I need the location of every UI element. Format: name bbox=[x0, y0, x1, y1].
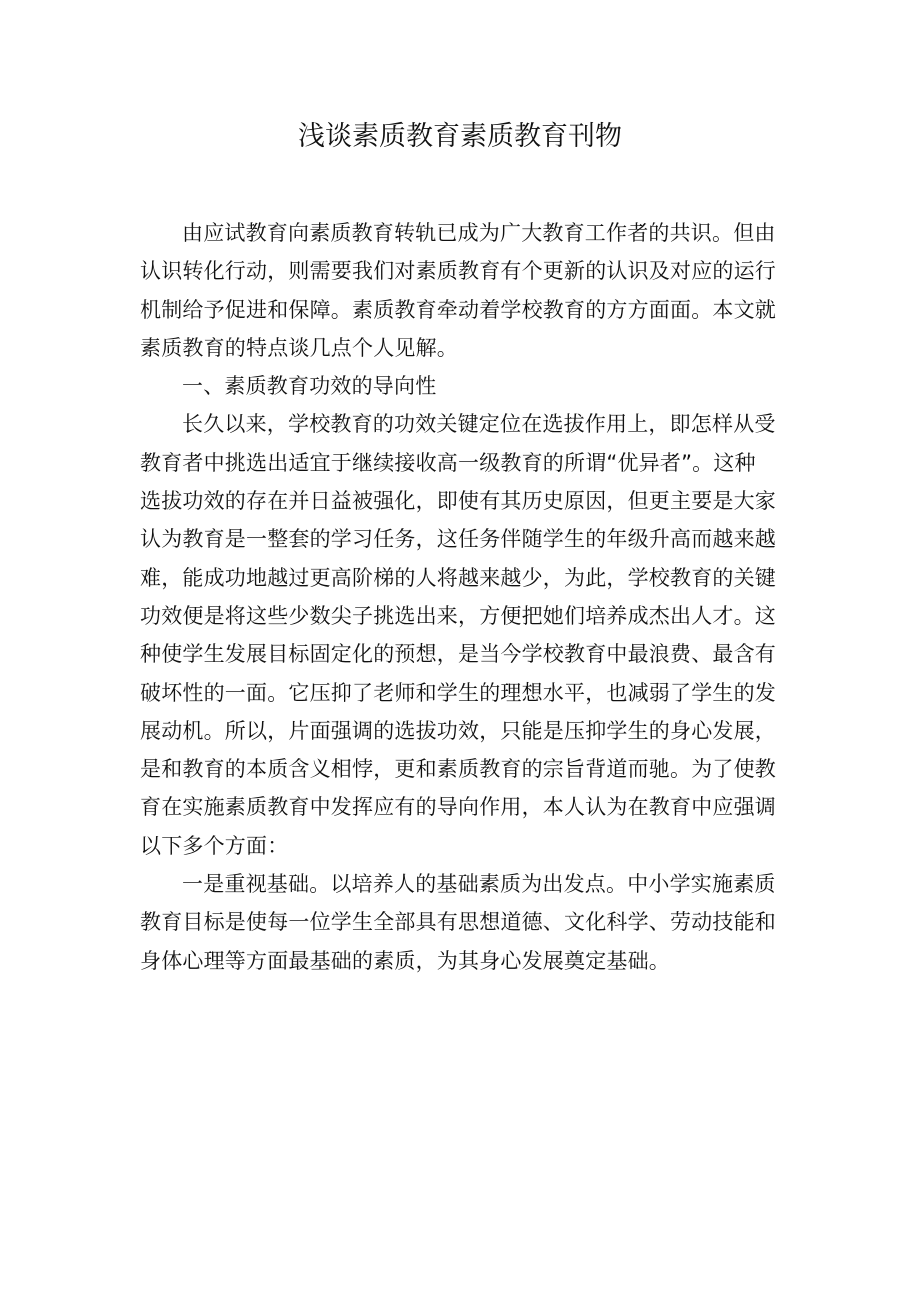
paragraph-line: 素质教育的特点谈几点个人见解。 bbox=[140, 335, 458, 360]
paragraph-line: 是和教育的本质含义相悖，更和素质教育的宗旨背道而驰。为了使教 bbox=[140, 757, 776, 782]
paragraph-line: 机制给予促进和保障。素质教育牵动着学校教育的方方面面。本文就 bbox=[140, 297, 776, 322]
paragraph-line: 难，能成功地越过更高阶梯的人将越来越少，为此，学校教育的关键 bbox=[140, 565, 776, 590]
document-body bbox=[140, 214, 782, 980]
document-title: 浅谈素质教育素质教育刊物 bbox=[298, 121, 622, 152]
paragraph-line: 长久以来，学校教育的功效关键定位在选拔作用上，即怎样从受 bbox=[182, 412, 776, 437]
paragraph-line: 展动机。所以，片面强调的选拔功效，只能是压抑学生的身心发展， bbox=[140, 718, 776, 743]
paragraph-line: 教育目标是使每一位学生全部具有思想道德、文化科学、劳动技能和 bbox=[140, 910, 776, 935]
paragraph-line: 种使学生发展目标固定化的预想，是当今学校教育中最浪费、最含有 bbox=[140, 642, 776, 667]
paragraph-line: 功效便是将这些少数尖子挑选出来，方便把她们培养成杰出人才。这 bbox=[140, 603, 776, 628]
section-heading: 一、素质教育功效的导向性 bbox=[182, 374, 437, 399]
paragraph-line: 一是重视基础。以培养人的基础素质为出发点。中小学实施素质 bbox=[182, 872, 776, 897]
paragraph-line: 认为教育是一整套的学习任务，这任务伴随学生的年级升高而越来越 bbox=[140, 527, 776, 552]
paragraph-line: 由应试教育向素质教育转轨已成为广大教育工作者的共识。但由 bbox=[182, 221, 776, 245]
paragraph-line: 教育者中挑选出适宜于继续接收高一级教育的所谓“优异者”。这种 bbox=[140, 450, 756, 475]
paragraph-line: 认识转化行动，则需要我们对素质教育有个更新的认识及对应的运行 bbox=[140, 259, 776, 284]
paragraph-line: 育在实施素质教育中发挥应有的导向作用，本人认为在教育中应强调 bbox=[140, 795, 776, 820]
paragraph-line: 选拔功效的存在并日益被强化，即使有其历史原因，但更主要是大家 bbox=[140, 489, 776, 514]
paragraph-line: 破坏性的一面。它压抑了老师和学生的理想水平，也减弱了学生的发 bbox=[140, 680, 776, 705]
paragraph-line: 以下多个方面： bbox=[140, 833, 289, 858]
paragraph-line: 身体心理等方面最基础的素质，为其身心发展奠定基础。 bbox=[140, 948, 670, 973]
